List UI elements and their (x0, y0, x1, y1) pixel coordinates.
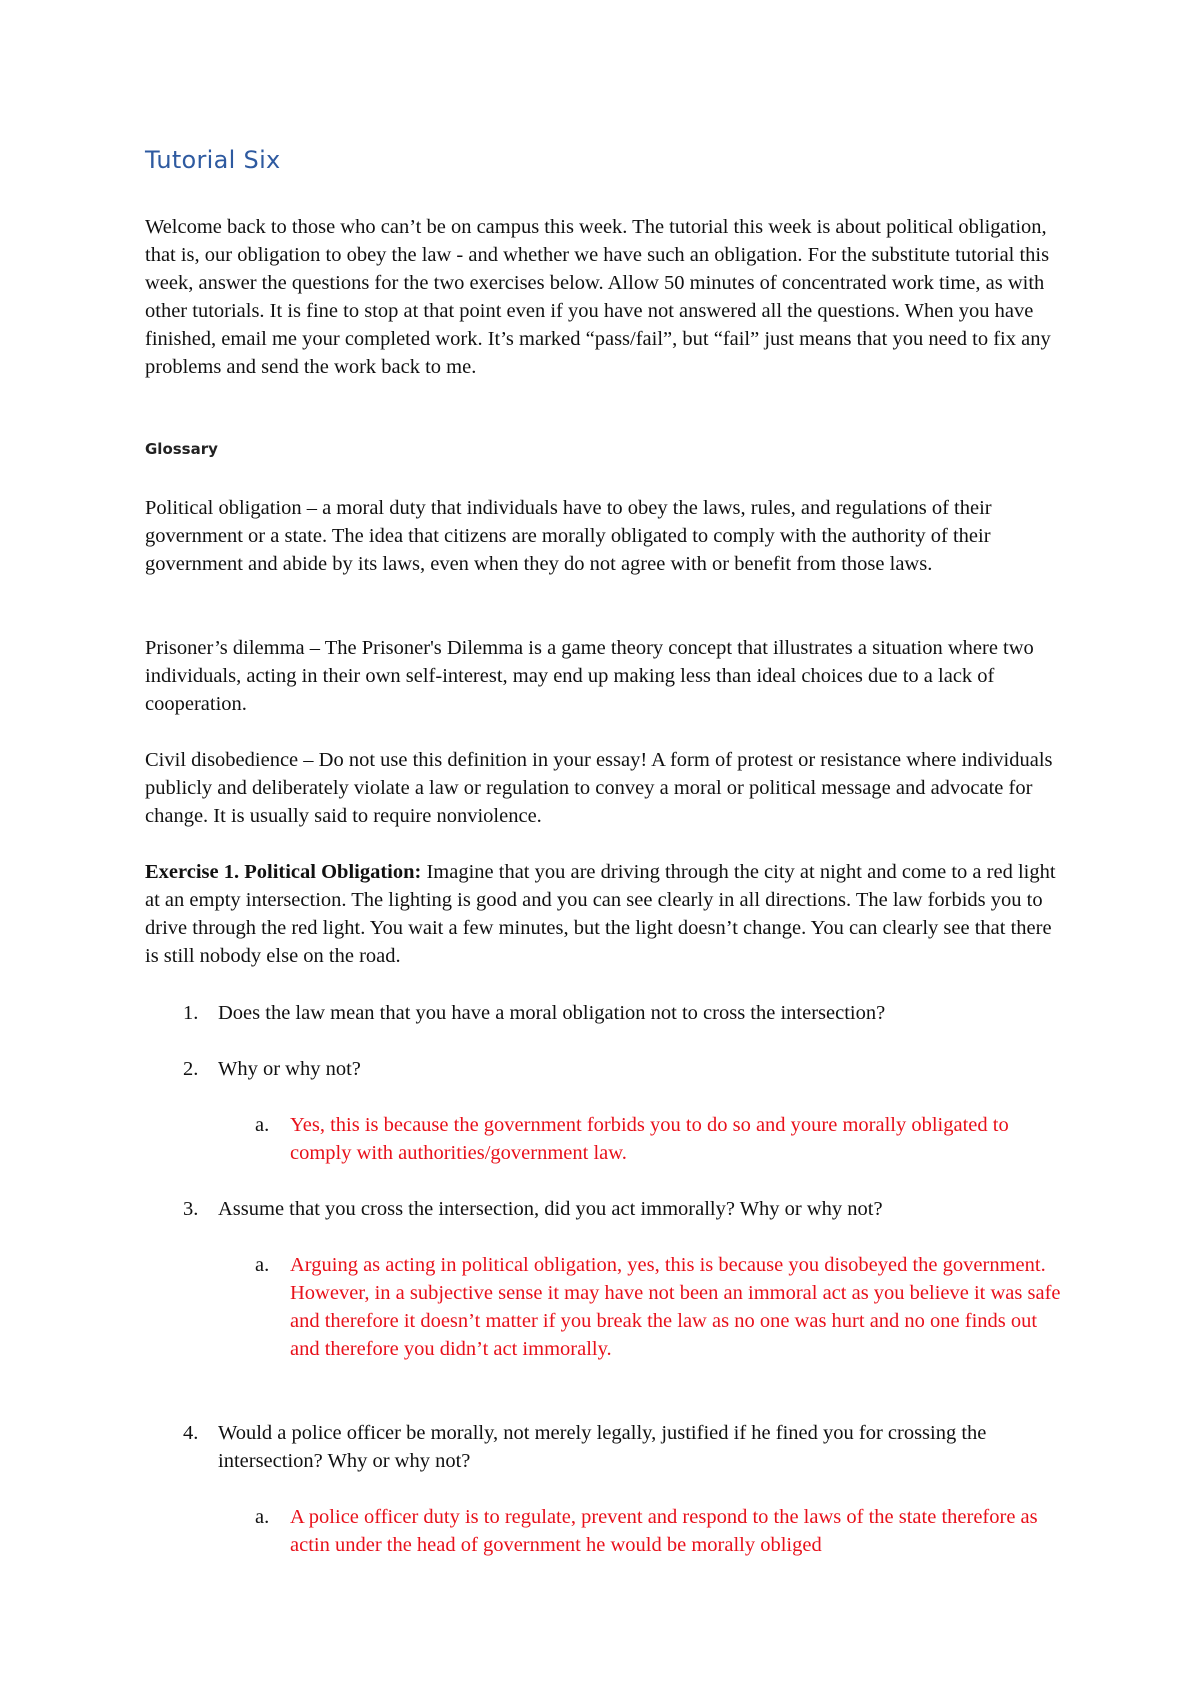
glossary-heading: Glossary (145, 440, 218, 458)
exercise-1-label: Exercise 1. Political Obligation: (145, 861, 422, 883)
question-1 (183, 999, 1063, 1027)
glossary-entry-prisoners-dilemma: Prisoner’s dilemma – The Prisoner's Dilemma is a game theory concept that illustrates a situation where two individuals, acting in their own self-interest, may end up making less than ideal choices due to a lack of cooperation. (145, 637, 1034, 715)
question-text: Why or why not? (218, 1058, 361, 1080)
page-title: Tutorial Six (145, 146, 281, 174)
answer-2a (255, 1111, 1065, 1167)
exercise-1-text: Imagine that you are driving through the city at night and come to a red light at an empty intersection. The lighting is good and you can see clearly in all directions. The law forbids you to drive through the red light. You wait a few minutes, but the light doesn’t change. You can clearly see that there is still nobody else on the road. (145, 861, 1056, 967)
exercise-1-prompt (145, 858, 1065, 970)
answer-text: A police officer duty is to regulate, prevent and respond to the laws of the state therefore as actin under the head of government he would be morally obliged (290, 1506, 1038, 1556)
answer-text: Yes, this is because the government forbids you to do so and youre morally obligated to comply with authorities/government law. (290, 1114, 1009, 1164)
intro-paragraph: Welcome back to those who can’t be on campus this week. The tutorial this week is about political obligation, that is, our obligation to obey the law - and whether we have such an obligation. For the substitute tutorial this week, answer the questions for the two exercises below. Allow 50 minutes of concentrated work time, as with other tutorials. It is fine to stop at that point even if you have not answered all the questions. When you have finished, email me your completed work. It’s marked “pass/fail”, but “fail” just means that you need to fix any problems and send the work back to me. (145, 216, 1051, 378)
answer-3a (255, 1251, 1065, 1363)
answer-4a (255, 1503, 1065, 1559)
question-text: Does the law mean that you have a moral obligation not to cross the intersection? (218, 1002, 886, 1024)
question-text: Would a police officer be morally, not merely legally, justified if he fined you for crossing the intersection? Why or why not? (218, 1422, 987, 1472)
question-4 (183, 1419, 1063, 1475)
question-2 (183, 1055, 1063, 1083)
glossary-entry-political-obligation: Political obligation – a moral duty that individuals have to obey the laws, rules, and regulations of their government or a state. The idea that citizens are morally obligated to comply with the authority of their government and abide by its laws, even when they do not agree with or benefit from those laws. (145, 497, 992, 575)
question-3 (183, 1195, 1063, 1223)
answer-letter: a. (255, 1254, 270, 1276)
answer-letter: a. (255, 1114, 270, 1136)
question-number: 3. (183, 1198, 199, 1220)
question-number: 1. (183, 1002, 199, 1024)
answer-text: Arguing as acting in political obligation, yes, this is because you disobeyed the government. However, in a subjective sense it may have not been an immoral act as you believe it was safe and therefore it doesn’t matter if you break the law as no one was hurt and no one finds out and therefore you didn’t act immorally. (290, 1254, 1061, 1360)
question-number: 4. (183, 1422, 199, 1444)
answer-letter: a. (255, 1506, 270, 1528)
question-number: 2. (183, 1058, 199, 1080)
glossary-entry-civil-disobedience: Civil disobedience – Do not use this definition in your essay! A form of protest or resistance where individuals publicly and deliberately violate a law or regulation to convey a moral or political message and advocate for change. It is usually said to require nonviolence. (145, 749, 1053, 827)
question-text: Assume that you cross the intersection, did you act immorally? Why or why not? (218, 1198, 883, 1220)
